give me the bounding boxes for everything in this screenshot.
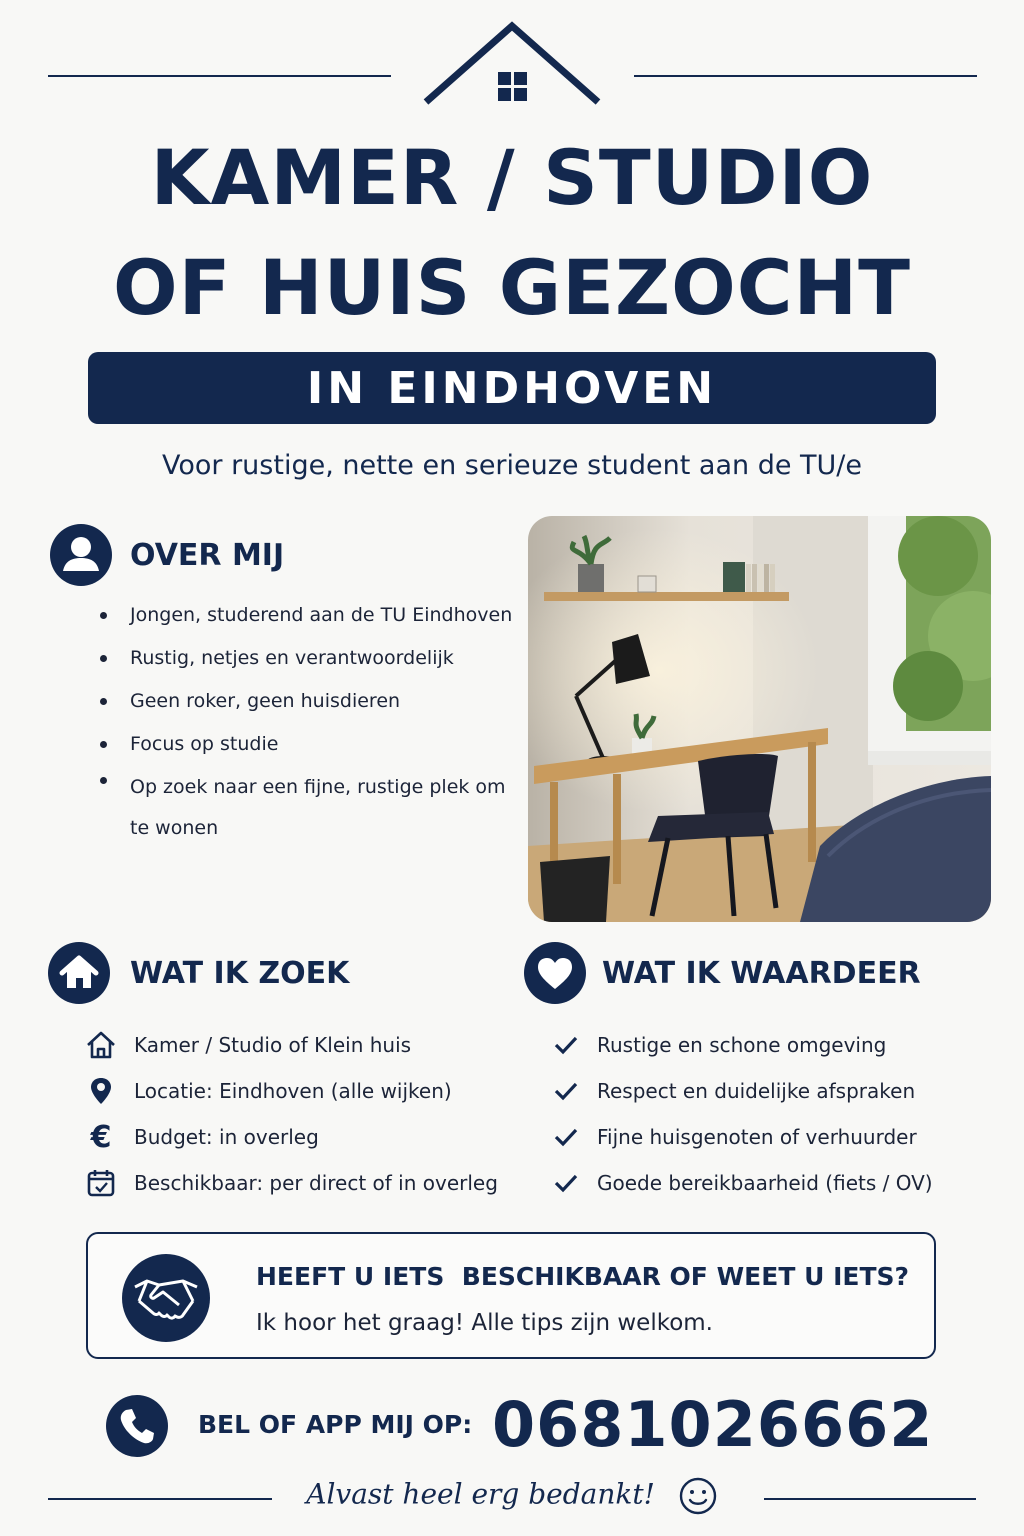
checkmark-icon bbox=[552, 1166, 580, 1200]
checkmark-icon bbox=[552, 1120, 580, 1154]
header-rule-right bbox=[634, 75, 977, 77]
checkmark-icon bbox=[552, 1028, 580, 1062]
home-icon bbox=[48, 942, 110, 1004]
waardeer-item-text: Goede bereikbaarheid (fiets / OV) bbox=[597, 1171, 933, 1195]
section-title-wat-ik-zoek: WAT IK ZOEK bbox=[130, 956, 350, 991]
room-photo bbox=[528, 516, 991, 922]
thanks-note bbox=[0, 1476, 1024, 1516]
cta-title: HEEFT U IETS BESCHIKBAAR OF WEET U IETS? bbox=[256, 1262, 910, 1291]
zoek-item-text: Locatie: Eindhoven (alle wijken) bbox=[134, 1079, 452, 1103]
call-to-action-box bbox=[86, 1232, 936, 1359]
list-item: Rustig, netjes en verantwoordelijk bbox=[100, 645, 530, 671]
wat-ik-zoek-list bbox=[84, 1022, 514, 1206]
waardeer-item-text: Respect en duidelijke afspraken bbox=[597, 1079, 916, 1103]
waardeer-item-text: Rustige en schone omgeving bbox=[597, 1033, 887, 1057]
list-item: Focus op studie bbox=[100, 731, 530, 757]
wat-ik-waardeer-list bbox=[552, 1022, 972, 1206]
location-banner-text: IN EINDHOVEN bbox=[306, 362, 718, 414]
waardeer-item-text: Fijne huisgenoten of verhuurder bbox=[597, 1125, 917, 1149]
list-item bbox=[552, 1068, 972, 1114]
contact-label: BEL OF APP MIJ OP: bbox=[198, 1410, 473, 1439]
thanks-text: Alvast heel erg bedankt! bbox=[306, 1477, 655, 1511]
checkmark-icon bbox=[552, 1074, 580, 1108]
smiley-icon bbox=[678, 1476, 718, 1516]
list-item bbox=[552, 1160, 972, 1206]
zoek-item-text: Kamer / Studio of Klein huis bbox=[134, 1033, 412, 1057]
over-mij-list bbox=[100, 602, 530, 866]
handshake-icon bbox=[122, 1254, 210, 1342]
location-banner bbox=[88, 352, 936, 424]
subtitle: Voor rustige, nette en serieuze student aan de TU/e bbox=[161, 450, 863, 481]
heart-icon bbox=[524, 942, 586, 1004]
phone-number[interactable]: 0681026662 bbox=[492, 1388, 934, 1461]
section-title-over-mij: OVER MIJ bbox=[130, 538, 285, 573]
list-item bbox=[84, 1160, 514, 1206]
page-title-line2: OF HUIS GEZOCHT bbox=[112, 243, 911, 332]
list-item bbox=[552, 1114, 972, 1160]
calendar-icon bbox=[84, 1166, 118, 1200]
location-pin-icon bbox=[84, 1074, 118, 1108]
list-item: Op zoek naar een fijne, rustige plek om te wonen bbox=[100, 767, 530, 849]
list-item bbox=[84, 1114, 514, 1160]
list-item: Jongen, studerend aan de TU Eindhoven bbox=[100, 602, 530, 628]
phone-icon[interactable] bbox=[106, 1395, 168, 1457]
section-title-wat-ik-waardeer: WAT IK WAARDEER bbox=[602, 956, 921, 991]
header-rule-left bbox=[48, 75, 391, 77]
zoek-item-text: Budget: in overleg bbox=[134, 1125, 319, 1149]
list-item bbox=[84, 1068, 514, 1114]
cta-subtitle: Ik hoor het graag! Alle tips zijn welkom. bbox=[256, 1310, 713, 1336]
roof-logo-icon bbox=[420, 18, 604, 108]
euro-icon: € bbox=[90, 1119, 112, 1155]
zoek-item-text: Beschikbaar: per direct of in overleg bbox=[134, 1171, 498, 1195]
person-icon bbox=[50, 524, 112, 586]
list-item bbox=[84, 1022, 514, 1068]
house-outline-icon bbox=[84, 1028, 118, 1062]
list-item: Geen roker, geen huisdieren bbox=[100, 688, 530, 714]
list-item bbox=[552, 1022, 972, 1068]
page-title-line1: KAMER / STUDIO bbox=[150, 133, 874, 222]
